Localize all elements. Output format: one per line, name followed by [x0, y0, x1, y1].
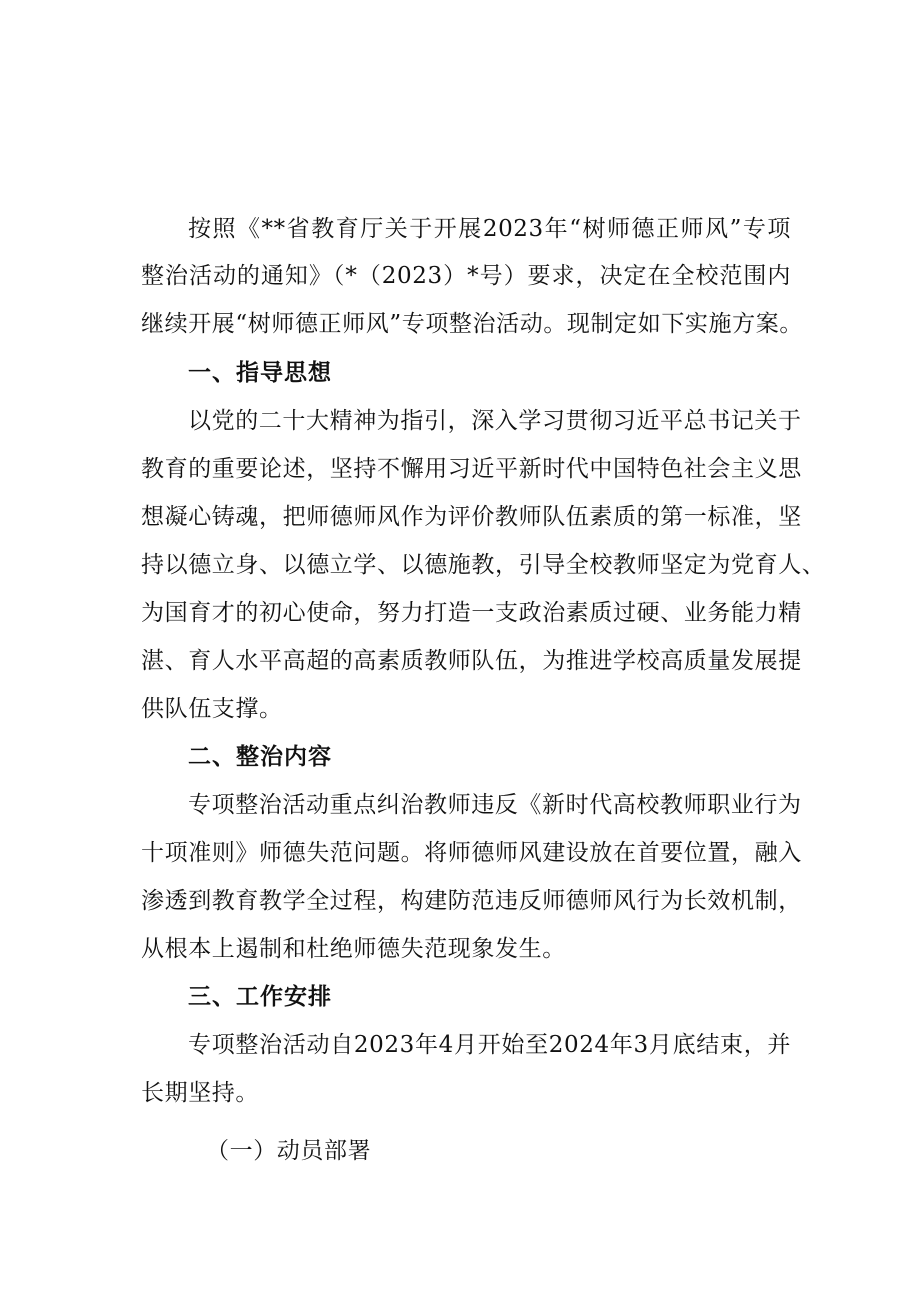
section1-line-4: 持以德立身、以德立学、以德施教，引导全校教师坚定为党育人、	[141, 552, 826, 578]
section2-line-2: 十项准则》师德失范问题。将师德师风建设放在首要位置，融入	[141, 840, 802, 866]
section1-line-6: 湛、育人水平高超的高素质教师队伍，为推进学校高质量发展提	[141, 648, 802, 674]
section1-line-3: 想凝心铸魂，把师德师风作为评价教师队伍素质的第一标准，坚	[141, 504, 802, 530]
section2-line-3: 渗透到教育教学全过程，构建防范违反师德师风行为长效机制，	[141, 888, 802, 914]
section2-line-1: 专项整治活动重点纠治教师违反《新时代高校教师职业行为	[188, 792, 802, 818]
section3-heading: 三、工作安排	[188, 984, 332, 1010]
intro-line-2: 整治活动的通知》（*（2023）*号）要求，决定在全校范围内	[141, 263, 791, 289]
section3-line-1: 专项整治活动自2023年4月开始至2024年3月底结束，并	[188, 1032, 791, 1058]
section1-heading: 一、指导思想	[188, 360, 332, 386]
section3-line-2: 长期坚持。	[141, 1080, 259, 1106]
section2-heading: 二、整治内容	[188, 744, 332, 770]
section3-subheading-1: （一）动员部署	[206, 1138, 372, 1164]
section1-line-1: 以党的二十大精神为指引，深入学习贯彻习近平总书记关于	[188, 408, 802, 434]
section1-line-5: 为国育才的初心使命，努力打造一支政治素质过硬、业务能力精	[141, 600, 802, 626]
section1-line-2: 教育的重要论述，坚持不懈用习近平新时代中国特色社会主义思	[141, 456, 802, 482]
intro-line-3: 继续开展“树师德正师风”专项整治活动。现制定如下实施方案。	[141, 311, 803, 337]
intro-line-1: 按照《**省教育厅关于开展2023年“树师德正师风”专项	[188, 216, 791, 242]
section2-line-4: 从根本上遏制和杜绝师德失范现象发生。	[141, 936, 566, 962]
section1-line-7: 供队伍支撑。	[141, 696, 283, 722]
